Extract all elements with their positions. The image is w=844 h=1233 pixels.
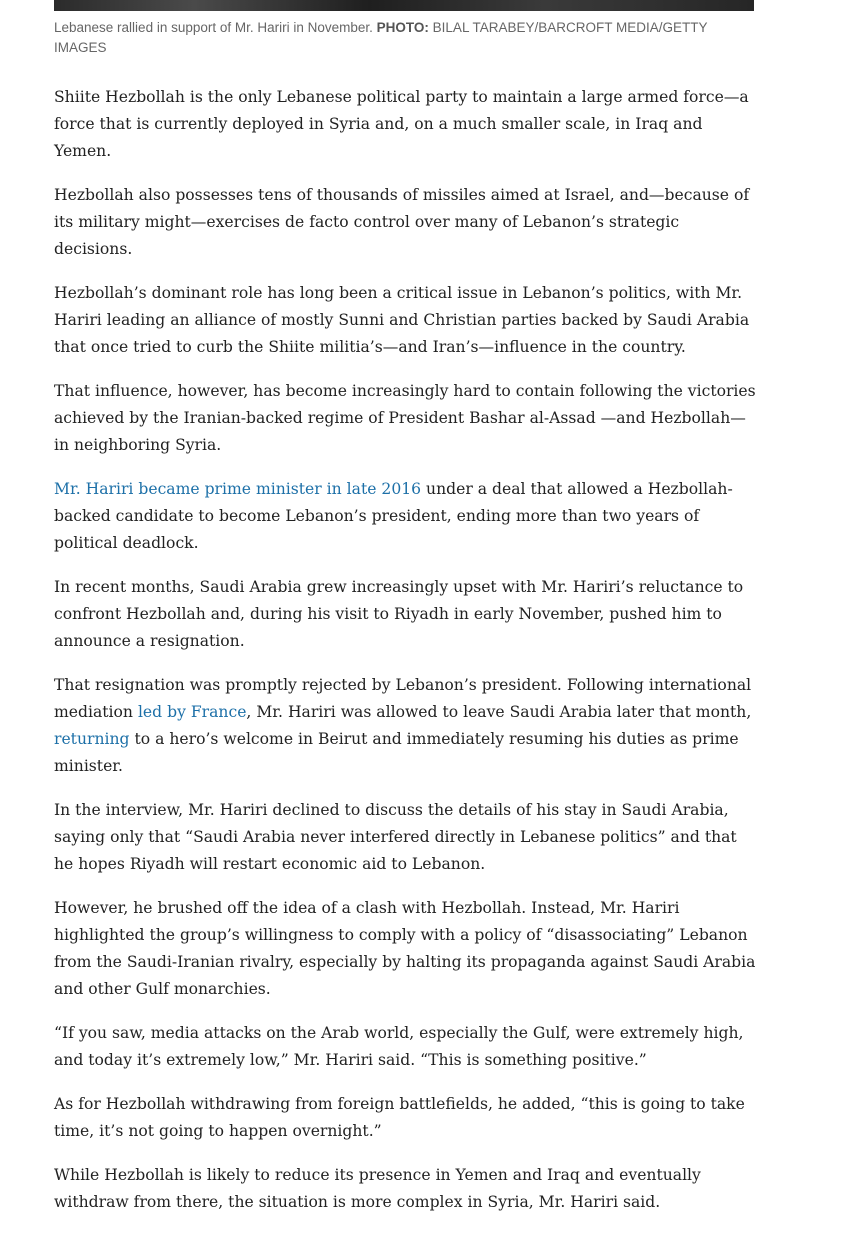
paragraph-9: However, he brushed off the idea of a clash with Hezbollah. Instead, Mr. Hariri highlighted the group’s willingness to comply with a policy of “disassociating” Lebanon from the Saudi-Iranian rivalry, especially by halting its propaganda against Saudi Arabia and other Gulf monarchies. — [54, 899, 756, 998]
article-body — [54, 84, 759, 1233]
paragraph-11: As for Hezbollah withdrawing from foreign battlefields, he added, “this is going to take time, it’s not going to happen overnight.” — [54, 1095, 745, 1140]
link-hariri-prime-minister[interactable]: Mr. Hariri became prime minister in late 2016 — [54, 480, 422, 498]
paragraph-7-text-a: That resignation was promptly rejected by Lebanon’s president. Following international mediation — [54, 676, 752, 721]
paragraph-5 — [54, 476, 759, 557]
paragraph-5-text: under a deal that allowed a Hezbollah-backed candidate to become Lebanon’s president, ending more than two years of political deadlock. — [54, 480, 733, 552]
link-led-by-france[interactable]: led by France — [137, 703, 247, 721]
paragraph-12: While Hezbollah is likely to reduce its presence in Yemen and Iraq and eventually withdraw from there, the situation is more complex in Syria, Mr. Hariri said. — [54, 1166, 701, 1211]
paragraph-10: “If you saw, media attacks on the Arab world, especially the Gulf, were extremely high, and today it’s extremely low,” Mr. Hariri said. “This is something positive.” — [54, 1024, 744, 1069]
link-returning[interactable]: returning — [54, 730, 130, 748]
paragraph-2: Hezbollah also possesses tens of thousands of missiles aimed at Israel, and—because of its military might—exercises de facto control over many of Lebanon’s strategic decisions. — [54, 186, 750, 258]
paragraph-8: In the interview, Mr. Hariri declined to discuss the details of his stay in Saudi Arabia, saying only that “Saudi Arabia never interfered directly in Lebanese politics” and that he hopes Riyadh will restart economic aid to Lebanon. — [54, 801, 737, 873]
caption-credit-label: PHOTO: — [376, 20, 433, 35]
paragraph-1: Shiite Hezbollah is the only Lebanese political party to maintain a large armed force—a force that is currently deployed in Syria and, on a much smaller scale, in Iraq and Yemen. — [54, 88, 749, 160]
paragraph-6: In recent months, Saudi Arabia grew increasingly upset with Mr. Hariri’s reluctance to confront Hezbollah and, during his visit to Riyadh in early November, pushed him to announce a resignation. — [54, 578, 744, 650]
paragraph-7 — [54, 672, 759, 780]
caption-credit: BILAL TARABEY/BARCROFT MEDIA/GETTY IMAGES — [54, 20, 708, 55]
article-photo — [54, 0, 754, 11]
paragraph-7-text-b: , Mr. Hariri was allowed to leave Saudi Arabia later that month, — [246, 703, 752, 721]
caption-text: Lebanese rallied in support of Mr. Hariri in November. — [54, 20, 377, 35]
photo-caption — [54, 18, 754, 58]
paragraph-3: Hezbollah’s dominant role has long been a critical issue in Lebanon’s politics, with Mr. Hariri leading an alliance of mostly Sunni and Christian parties backed by Saudi Arabia that once tried to curb the Shiite militia’s—and Iran’s—influence in the country. — [54, 284, 750, 356]
paragraph-4: That influence, however, has become increasingly hard to contain following the victories achieved by the Iranian-backed regime of President Bashar al-Assad —and Hezbollah—in neighboring Syria. — [54, 382, 756, 454]
paragraph-7-text-c: to a hero’s welcome in Beirut and immediately resuming his duties as prime minister. — [54, 730, 739, 775]
